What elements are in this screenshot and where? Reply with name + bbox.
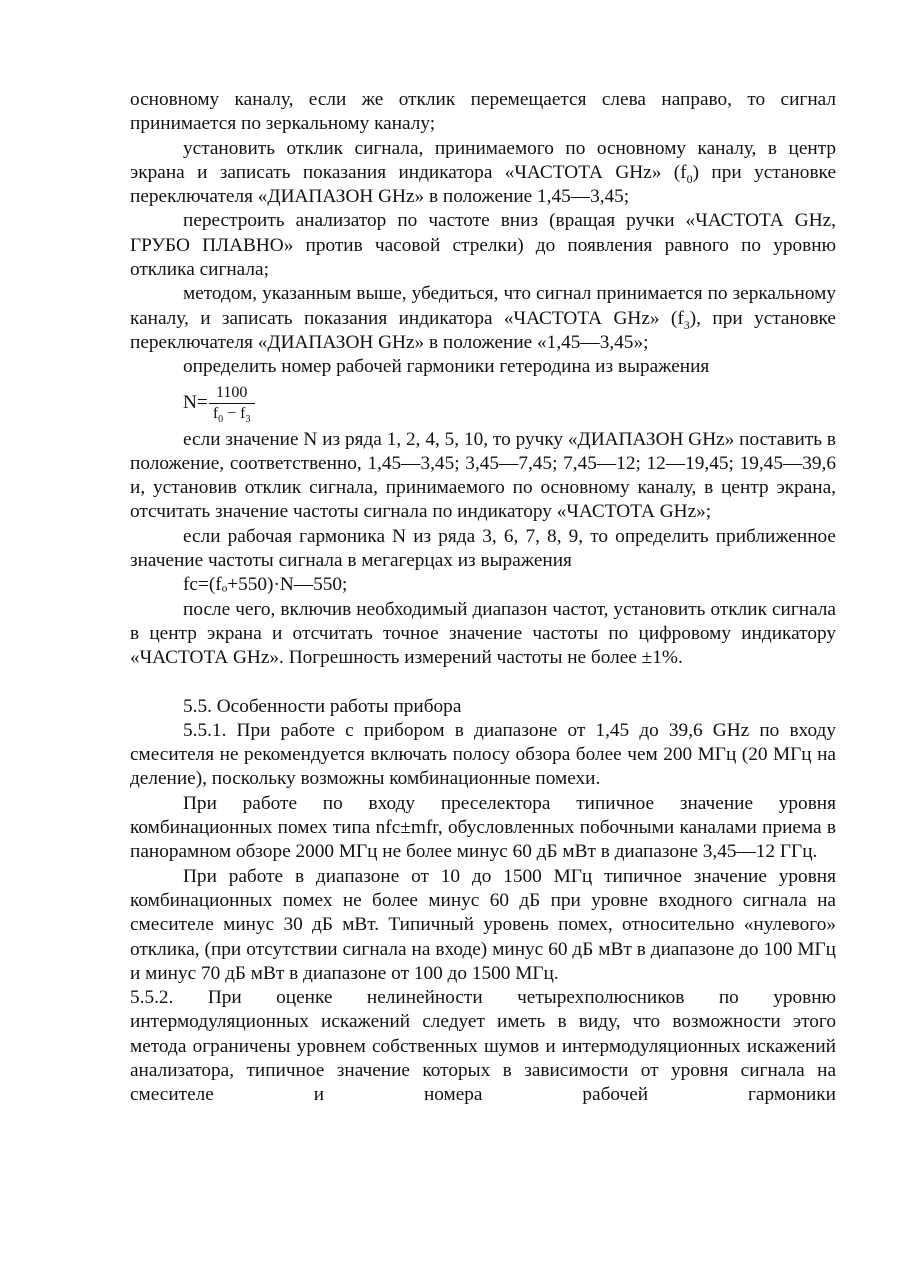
blank-line [130, 671, 836, 695]
frequency-formula: fc=(fₒ+550)·N—550; [183, 574, 348, 596]
paragraph-range-series: если значение N из ряда 1, 2, 4, 5, 10, то ручку «ДИАПАЗОН GHz» поставить в положение, соответственно, 1,45—3,45; 3,45—7,45; 7,45—12; 12—19,45; 19,45—39,6 и, установив отклик сигнала, принимаемого по основному каналу, в центр экрана, отсчитать значение частоты сигнала по индикатору «ЧАСТОТА GHz»; [130, 428, 836, 523]
formula-numerator: 1100 [215, 384, 248, 402]
formula-denominator: $f_0 - f_3$ [212, 405, 251, 426]
paragraph-image-channel: методом, указанным выше, убедиться, что сигнал принимается по зеркальному каналу, и записать показания индикатора «ЧАСТОТА GHz» $(f_3)$, при установке переключателя «ДИАПАЗОН GHz» в положение «1,45—3,45»; [130, 283, 836, 353]
formula-lhs: N= [183, 392, 208, 414]
harmonic-formula [183, 380, 836, 428]
formula-fraction [209, 383, 255, 424]
paragraph-harmonic: определить номер рабочей гармоники гетеродина из выражения [183, 356, 710, 378]
paragraph-5-5-1: 5.5.1. При работе с прибором в диапазоне от 1,45 до 39,6 GHz по входу смесителя не рекомендуется включать полосу обзора более чем 200 МГц (20 МГц на деление), поскольку возможны комбинационные помехи. [130, 719, 836, 790]
section-title: 5.5. Особенности работы прибора [183, 695, 462, 717]
paragraph-set-response: установить отклик сигнала, принимаемого по основному каналу, в центр экрана и записать показания индикатора «ЧАСТОТА GHz» $(f_0)$ при установке переключателя «ДИАПАЗОН GHz» в положение 1,45—3,45; [130, 137, 836, 208]
document-page [130, 88, 836, 1108]
paragraph-retune: перестроить анализатор по частоте вниз (вращая ручки «ЧАСТОТА GHz, ГРУБО ПЛАВНО» против часовой стрелки) до появления равного по уровню отклика сигнала; [130, 210, 836, 281]
paragraph-main-channel: основному каналу, если же отклик перемещается слева направо, то сигнал принимается по зеркальному каналу; [130, 89, 836, 135]
paragraph-preselector: При работе по входу преселектора типичное значение уровня комбинационных помех типа nfc±mfr, обусловленных побочными каналами приема в панорамном обзоре 2000 МГц не более минус 60 дБ мВт в диапазоне 3,45—12 ГГц. [130, 792, 836, 863]
paragraph-range-10-1500: При работе в диапазоне от 10 до 1500 МГц типичное значение уровня комбинационных помех не более минус 60 дБ при уровне входного сигнала на смесителе минус 30 дБ мВт. Типичный уровень помех, относительно «нулевого» отклика, (при отсутствии сигнала на входе) минус 60 дБ мВт в диапазоне до 100 МГц и минус 70 дБ мВт в диапазоне от 100 до 1500 МГц. [130, 865, 836, 984]
paragraph-exact-frequency: после чего, включив необходимый диапазон частот, установить отклик сигнала в центр экрана и отсчитать точное значение частоты по цифровому индикатору «ЧАСТОТА GHz». Погрешность измерений частоты не более ±1%. [130, 598, 836, 669]
paragraph-approx-frequency: если рабочая гармоника N из ряда 3, 6, 7, 8, 9, то определить приближенное значение частоты сигнала в мегагерцах из выражения [130, 525, 836, 572]
paragraph-5-5-2: 5.5.2. При оценке нелинейности четырехполюсников по уровню интермодуляционных искажений следует иметь в виду, что возможности этого метода ограничены уровнем собственных шумов и интермодуляционных искажений анализатора, типичное значение которых в зависимости от уровня сигнала на смесителе и номера рабочей гармоники [130, 987, 836, 1106]
